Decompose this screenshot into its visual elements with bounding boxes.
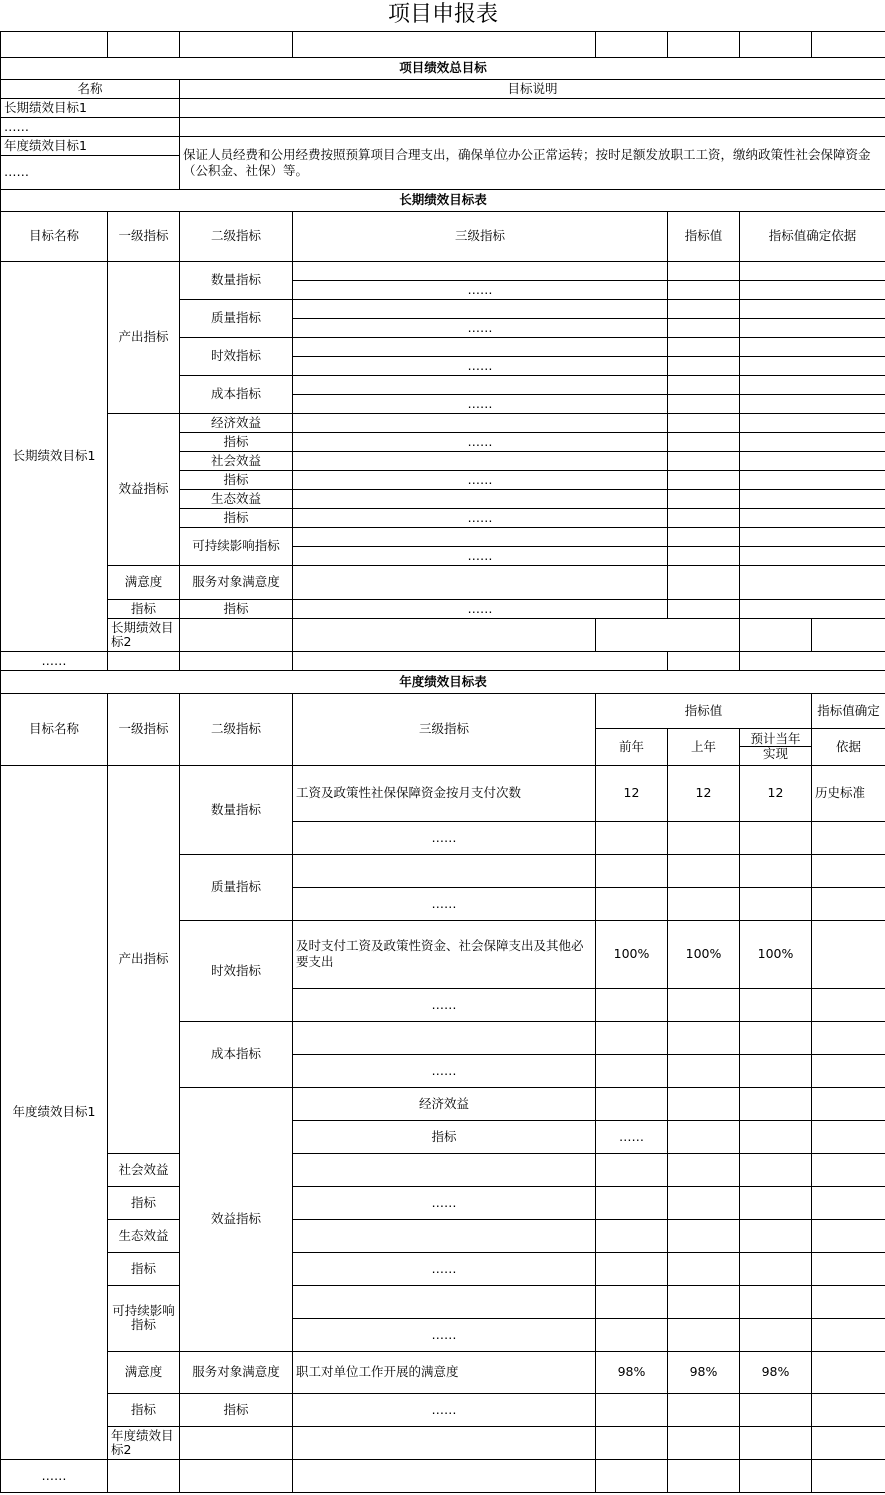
basis-cell	[740, 394, 885, 413]
index-label: 指标	[180, 470, 293, 489]
basis-cell	[812, 1153, 885, 1186]
level3-cell	[293, 451, 668, 470]
header-level2: 二级指标	[180, 211, 293, 261]
long-term-more: ……	[1, 651, 108, 670]
satisfaction-level3: 职工对单位工作开展的满意度	[293, 1351, 596, 1393]
basis-cell	[740, 261, 885, 280]
blank-cell	[293, 651, 668, 670]
value-cell	[596, 1021, 668, 1054]
basis-cell	[812, 1021, 885, 1054]
basis-cell	[812, 988, 885, 1021]
value-cell	[668, 280, 740, 299]
header-prev-year: 前年	[596, 728, 668, 765]
level3-ellipsis: ……	[293, 1252, 596, 1285]
basis-cell	[740, 599, 885, 618]
benefit-index: 效益指标	[180, 1087, 293, 1351]
basis-cell	[740, 546, 885, 565]
level3-cell	[293, 1219, 596, 1252]
blank-cell	[668, 651, 740, 670]
basis-cell	[812, 920, 885, 988]
annual-target-2: 年度绩效目标2	[108, 1426, 180, 1459]
value-cell	[740, 1120, 812, 1153]
basis-cell	[740, 280, 885, 299]
social-benefit: 社会效益	[180, 451, 293, 470]
value-cell	[596, 1393, 668, 1426]
level3-ellipsis: ……	[293, 821, 596, 854]
prev-value: 12	[596, 765, 668, 821]
value-cell	[668, 451, 740, 470]
satisfaction-sub-index: 指标	[108, 599, 180, 618]
blank-cell	[180, 1426, 293, 1459]
value-cell	[668, 261, 740, 280]
econ-benefit: 经济效益	[293, 1087, 596, 1120]
basis-value: 历史标准	[812, 765, 885, 821]
goal-name: ……	[1, 117, 180, 136]
basis-cell	[812, 1285, 885, 1318]
blank-cell	[740, 651, 885, 670]
basis-cell	[740, 470, 885, 489]
header-last-year: 上年	[668, 728, 740, 765]
value-cell	[668, 413, 740, 432]
col-header-desc: 目标说明	[180, 79, 885, 98]
value-cell	[668, 546, 740, 565]
goal-desc: 保证人员经费和公用经费按照预算项目合理支出，确保单位办公正常运转；按时足额发放职工工资，缴纳政策性社会保障资金（公积金、社保）等。	[180, 136, 885, 189]
header-level2: 二级指标	[180, 693, 293, 765]
timeliness-index: 时效指标	[180, 337, 293, 375]
header-basis-top: 指标值确定	[812, 693, 885, 728]
blank-cell	[293, 618, 596, 651]
goal-desc	[180, 98, 885, 117]
goal-name: 年度绩效目标1	[1, 136, 180, 155]
timeliness-level3: 及时支付工资及政策性资金、社会保障支出及其他必要支出	[293, 920, 596, 988]
value-cell	[668, 1021, 740, 1054]
satisfaction-index: 满意度	[108, 1351, 180, 1393]
value-cell	[668, 854, 740, 887]
basis-cell	[812, 821, 885, 854]
annual-target-1: 年度绩效目标1	[1, 765, 108, 1459]
value-cell	[668, 565, 740, 599]
value-cell	[740, 1087, 812, 1120]
goal-name: 长期绩效目标1	[1, 98, 180, 117]
quality-index: 质量指标	[180, 299, 293, 337]
blank-cell	[740, 1426, 812, 1459]
level3-ellipsis: ……	[293, 1318, 596, 1351]
blank-cell	[740, 1459, 812, 1492]
value-cell	[668, 1252, 740, 1285]
sustainability-index: 可持续影响指标	[180, 527, 293, 565]
value-cell	[668, 489, 740, 508]
level3-cell	[293, 565, 668, 599]
index-label: 指标	[180, 1393, 293, 1426]
timeliness-index: 时效指标	[180, 920, 293, 1021]
level3-cell	[293, 375, 668, 394]
basis-cell	[740, 527, 885, 546]
value-cell	[668, 1120, 740, 1153]
long-term-target-1: 长期绩效目标1	[1, 261, 108, 651]
value-cell	[668, 988, 740, 1021]
level3-ellipsis: ……	[293, 394, 668, 413]
level3-cell	[293, 527, 668, 546]
value-cell	[740, 1054, 812, 1087]
quantity-index: 数量指标	[180, 765, 293, 854]
blank-cell	[596, 1426, 668, 1459]
level3-cell	[293, 489, 668, 508]
satisfaction-index: 满意度	[108, 565, 180, 599]
value-cell	[596, 1054, 668, 1087]
value-cell	[596, 821, 668, 854]
basis-cell	[740, 337, 885, 356]
total-goals-section-title: 项目绩效总目标	[1, 57, 885, 79]
value-cell	[668, 337, 740, 356]
value-cell	[668, 470, 740, 489]
index-label: 指标	[180, 432, 293, 451]
header-level1: 一级指标	[108, 211, 180, 261]
blank-cell	[180, 31, 293, 57]
blank-cell	[180, 1459, 293, 1492]
basis-cell	[740, 565, 885, 599]
value-cell	[668, 356, 740, 375]
level3-cell	[293, 854, 596, 887]
level3-cell	[293, 1285, 596, 1318]
basis-cell	[812, 887, 885, 920]
value-cell	[596, 1219, 668, 1252]
service-satisfaction: 服务对象满意度	[180, 565, 293, 599]
basis-cell	[740, 356, 885, 375]
blank-cell	[180, 618, 293, 651]
service-satisfaction: 服务对象满意度	[180, 1351, 293, 1393]
blank-cell	[812, 1459, 885, 1492]
header-level3: 三级指标	[293, 211, 668, 261]
prev-value: 98%	[596, 1351, 668, 1393]
value-cell	[812, 1120, 885, 1153]
level3-cell	[293, 299, 668, 318]
level3-ellipsis: ……	[293, 1393, 596, 1426]
quantity-index: 数量指标	[180, 261, 293, 299]
blank-cell	[108, 31, 180, 57]
level3-cell	[293, 1153, 596, 1186]
expected-top: 预计当年	[740, 732, 811, 747]
col-header-name: 名称	[1, 79, 180, 98]
blank-cell	[668, 31, 740, 57]
benefit-index: 效益指标	[108, 413, 180, 565]
value-cell	[668, 1219, 740, 1252]
level3-ellipsis: ……	[293, 280, 668, 299]
value-cell	[740, 1285, 812, 1318]
basis-cell	[740, 318, 885, 337]
basis-cell	[740, 299, 885, 318]
index-label: 指标	[108, 1252, 180, 1285]
value-cell	[740, 1021, 812, 1054]
level3-ellipsis: ……	[293, 887, 596, 920]
header-level3: 三级指标	[293, 693, 596, 765]
value-cell	[596, 1318, 668, 1351]
value-cell	[740, 1186, 812, 1219]
value-cell	[668, 1054, 740, 1087]
header-basis: 指标值确定依据	[740, 211, 885, 261]
value-cell	[740, 1219, 812, 1252]
basis-cell	[740, 413, 885, 432]
basis-cell	[812, 1186, 885, 1219]
output-index: 产出指标	[108, 765, 180, 1153]
value-cell	[668, 1087, 740, 1120]
index-label: 指标	[180, 599, 293, 618]
last-value: 98%	[668, 1351, 740, 1393]
level3-ellipsis: ……	[293, 988, 596, 1021]
value-cell	[668, 1186, 740, 1219]
header-target: 目标名称	[1, 693, 108, 765]
value-cell	[596, 1186, 668, 1219]
basis-cell	[812, 1219, 885, 1252]
eco-benefit: 生态效益	[108, 1219, 180, 1252]
blank-cell	[108, 1459, 180, 1492]
basis-cell	[740, 432, 885, 451]
value-cell	[596, 1252, 668, 1285]
level3-ellipsis: ……	[293, 470, 668, 489]
value-cell	[668, 508, 740, 527]
long-term-target-2: 长期绩效目标2	[108, 618, 180, 651]
level3-cell	[293, 337, 668, 356]
value-cell	[668, 394, 740, 413]
level3-ellipsis: ……	[293, 546, 668, 565]
goal-name: ……	[1, 155, 180, 189]
output-index: 产出指标	[108, 261, 180, 413]
value-cell	[596, 887, 668, 920]
blank-cell	[596, 31, 668, 57]
blank-cell	[1, 31, 108, 57]
annual-more: ……	[1, 1459, 108, 1492]
level3-ellipsis: ……	[596, 1120, 668, 1153]
value-cell	[740, 887, 812, 920]
blank-cell	[108, 651, 180, 670]
blank-cell	[812, 1426, 885, 1459]
level3-cell	[293, 261, 668, 280]
expected-value: 12	[740, 765, 812, 821]
basis-cell	[812, 1351, 885, 1393]
page-title: 项目申报表	[1, 0, 885, 31]
value-cell	[740, 988, 812, 1021]
basis-cell	[812, 1318, 885, 1351]
expected-label	[740, 732, 811, 761]
blank-cell	[293, 1459, 596, 1492]
level3-ellipsis: ……	[293, 508, 668, 527]
basis-cell	[812, 854, 885, 887]
prev-value: 100%	[596, 920, 668, 988]
blank-cell	[812, 31, 885, 57]
header-value: 指标值	[596, 693, 812, 728]
blank-cell	[668, 1459, 740, 1492]
quantity-level3: 工资及政策性社保保障资金按月支付次数	[293, 765, 596, 821]
value-cell	[740, 854, 812, 887]
level3-ellipsis: ……	[293, 1186, 596, 1219]
value-cell	[740, 1393, 812, 1426]
last-value: 100%	[668, 920, 740, 988]
long-term-section-title: 长期绩效目标表	[1, 189, 885, 211]
blank-cell	[812, 618, 885, 651]
header-expected	[740, 728, 812, 765]
quality-index: 质量指标	[180, 854, 293, 920]
blank-cell	[668, 1426, 740, 1459]
level3-ellipsis: ……	[293, 356, 668, 375]
basis-cell	[740, 451, 885, 470]
eco-benefit: 生态效益	[180, 489, 293, 508]
annual-section-title: 年度绩效目标表	[1, 670, 885, 693]
value-cell	[740, 1252, 812, 1285]
blank-cell	[293, 31, 596, 57]
value-cell	[668, 318, 740, 337]
header-basis-bottom: 依据	[812, 728, 885, 765]
value-cell	[668, 432, 740, 451]
value-cell	[668, 375, 740, 394]
blank-cell	[596, 1459, 668, 1492]
expected-value: 100%	[740, 920, 812, 988]
level3-ellipsis: ……	[293, 432, 668, 451]
sustainability-index: 可持续影响指标	[108, 1285, 180, 1351]
value-cell	[668, 821, 740, 854]
goal-desc	[180, 117, 885, 136]
social-benefit: 社会效益	[108, 1153, 180, 1186]
value-cell	[668, 887, 740, 920]
blank-cell	[740, 618, 812, 651]
blank-cell	[180, 651, 293, 670]
index-label: 指标	[293, 1120, 596, 1153]
index-label: 指标	[108, 1186, 180, 1219]
level3-ellipsis: ……	[293, 599, 668, 618]
basis-cell	[740, 508, 885, 527]
level3-ellipsis: ……	[293, 318, 668, 337]
basis-cell	[740, 375, 885, 394]
value-cell	[740, 1153, 812, 1186]
expected-value: 98%	[740, 1351, 812, 1393]
header-level1: 一级指标	[108, 693, 180, 765]
header-target: 目标名称	[1, 211, 108, 261]
basis-cell	[812, 1252, 885, 1285]
last-value: 12	[668, 765, 740, 821]
value-cell	[668, 299, 740, 318]
level3-ellipsis: ……	[293, 1054, 596, 1087]
basis-cell	[812, 1393, 885, 1426]
value-cell	[596, 854, 668, 887]
cost-index: 成本指标	[180, 375, 293, 413]
value-cell	[668, 1153, 740, 1186]
blank-cell	[596, 618, 740, 651]
value-cell	[740, 1318, 812, 1351]
value-cell	[596, 1285, 668, 1318]
value-cell	[668, 1285, 740, 1318]
value-cell	[668, 599, 740, 618]
value-cell	[596, 988, 668, 1021]
cost-index: 成本指标	[180, 1021, 293, 1087]
level3-cell	[293, 1021, 596, 1054]
expected-bottom: 实现	[762, 746, 788, 761]
basis-cell	[812, 1054, 885, 1087]
value-cell	[812, 1087, 885, 1120]
value-cell	[668, 1393, 740, 1426]
value-cell	[668, 527, 740, 546]
econ-benefit: 经济效益	[180, 413, 293, 432]
value-cell	[596, 1153, 668, 1186]
index-label: 指标	[180, 508, 293, 527]
header-value: 指标值	[668, 211, 740, 261]
satisfaction-sub-index: 指标	[108, 1393, 180, 1426]
value-cell	[668, 1318, 740, 1351]
level3-cell	[596, 1087, 668, 1120]
level3-cell	[293, 413, 668, 432]
blank-cell	[740, 31, 812, 57]
blank-cell	[293, 1426, 596, 1459]
value-cell	[740, 821, 812, 854]
basis-cell	[740, 489, 885, 508]
